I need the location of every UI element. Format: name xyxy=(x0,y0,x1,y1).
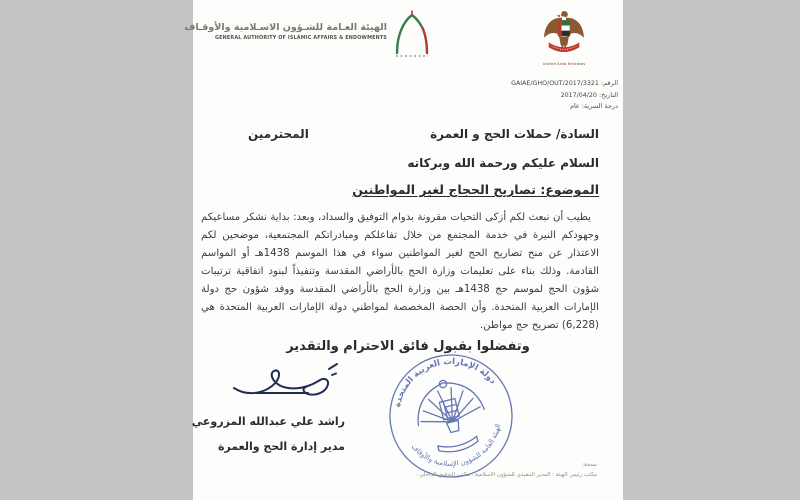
reference-secrecy-row xyxy=(511,101,618,113)
subject-line: الموضوع: تصاريح الحجاج لغير المواطنين xyxy=(352,182,599,197)
reference-date-value: 2017/04/20 xyxy=(560,91,597,99)
handwritten-signature xyxy=(228,360,348,408)
stamp-falcon-sketch xyxy=(409,372,492,458)
emblem-caption: United Arab Emirates xyxy=(542,61,586,66)
authority-name-english: GENERAL AUTHORITY OF ISLAMIC AFFAIRS & ENDOWMENTS xyxy=(215,35,387,41)
reference-number-row xyxy=(511,78,618,90)
stamp-ring-text-top: دولة الإمارات العربية المتحدة xyxy=(392,356,498,409)
reference-number-label: الرقم: xyxy=(601,79,618,87)
mosque-dome-logo-icon xyxy=(391,10,433,58)
addressee-honorific: المحترمين xyxy=(248,127,309,141)
authority-logo-text xyxy=(184,22,387,41)
reference-date-row xyxy=(511,90,618,102)
distribution-line: مكتب رئيس الهيئة ؛ المدير التنفيذي للشؤون الاسلامية ؛ مكتب التدقيق الداخلي - xyxy=(415,472,597,478)
reference-secrecy-value: عام xyxy=(570,103,580,110)
reference-secrecy-label: درجة السرية: xyxy=(581,102,618,110)
falcon-icon xyxy=(543,8,585,56)
letter-body: يطيب أن نبعث لكم أزكى التحيات مقرونة بدوام التوفيق والسداد، وبعد: بداية نشكر مساعيكم وجهودكم النيرة في خدمة المجتمع من خلال تفاعلكم ومبادراتكم المجتمعية، موضحين لكم الاعتذار عن منح تصاريح الحج لغير المواطنين سواء في هذا الموسم 1438هـ أو المواسم القادمة. وذلك بناء على تعليمات وزارة الحج بالأراضي المقدسة وتنفيذاً لبنود اتفاقية ترتيبات شؤون الحج لموسم حج 1438هـ بين وزارة الحج بالأراضي المقدسة ووفد شؤون حج دولة الإمارات العربية المتحدة. وأن الحصة المخصصة لمواطني دولة الإمارات العربية المتحدة هي (6,228) تصريح حج مواطن. xyxy=(201,212,599,331)
authority-name-arabic: الهيئة العـامة للشـؤون الاسـلامية والأوقـاف xyxy=(184,22,387,33)
reference-block xyxy=(511,78,618,113)
addressee-row xyxy=(248,127,599,141)
letter-page xyxy=(184,0,623,500)
addressee: السادة/ حملات الحج و العمرة xyxy=(430,127,599,141)
reference-date-label: التاريخ: xyxy=(598,90,618,99)
salutation: السلام عليكم ورحمة الله وبركاته xyxy=(407,156,599,170)
footer-block xyxy=(413,462,597,478)
stamp-ring-text-bottom: الهيئة العامة للشؤون الإسلامية والأوقاف xyxy=(409,423,503,469)
copy-label: نسخة: xyxy=(582,462,597,468)
reference-number-value: GAIAE/GHO/OUT/2017/3321 xyxy=(511,80,599,87)
signatory-title: مدير إدارة الحج والعمرة xyxy=(217,440,345,453)
closing-line: وتفضلوا بقبول فائق الاحترام والتقدير xyxy=(286,339,530,354)
signatory-name: راشد علي عبدالله المزروعي xyxy=(191,415,345,428)
uae-falcon-emblem xyxy=(541,8,587,66)
